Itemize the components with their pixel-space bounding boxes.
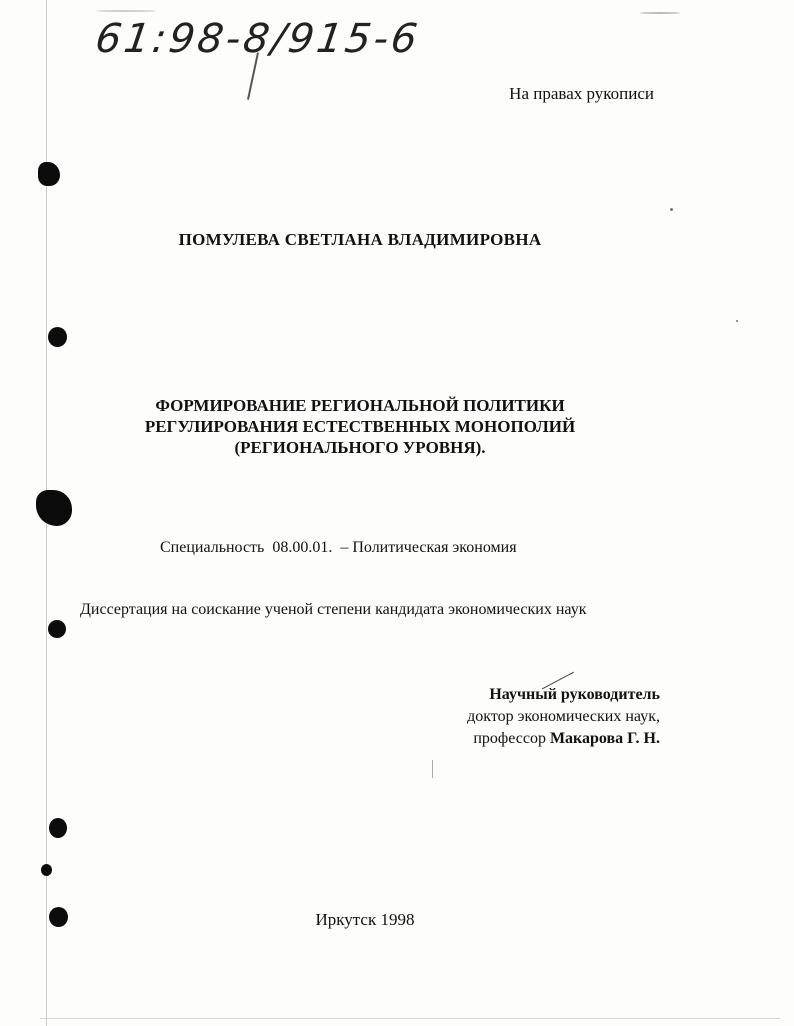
dissertation-title	[80, 395, 640, 458]
specialty-line	[160, 539, 521, 557]
dissertation-degree-line: Диссертация на соискание ученой степени кандидата экономических наук	[80, 601, 587, 618]
punch-hole-2	[48, 327, 67, 347]
supervisor-title: профессор	[473, 730, 546, 747]
supervisor-title-line	[370, 728, 660, 750]
scan-speck	[736, 320, 738, 322]
supervisor-degree: доктор экономических наук,	[467, 708, 660, 725]
title-line-2: РЕГУЛИРОВАНИЯ ЕСТЕСТВЕННЫХ МОНОПОЛИЙ	[144, 417, 576, 436]
punch-hole-7	[49, 907, 68, 927]
punch-hole-5	[49, 818, 67, 838]
supervisor-role: Научный руководитель	[489, 686, 660, 703]
rights-note: На правах рукописи	[509, 84, 654, 103]
scan-speck	[432, 760, 433, 778]
punch-hole-4	[48, 620, 66, 638]
supervisor-block	[370, 684, 660, 750]
author-name: ПОМУЛЕВА СВЕТЛАНА ВЛАДИМИРОВНА	[178, 230, 542, 249]
scan-speck	[96, 10, 156, 12]
scan-bottom-edge	[40, 1018, 780, 1019]
specialty-code: 08.00.01.	[272, 539, 333, 556]
handwritten-archive-code: 61:98-8/915-6	[92, 16, 423, 62]
specialty-label: Специальность	[160, 539, 265, 556]
title-line-1: ФОРМИРОВАНИЕ РЕГИОНАЛЬНОЙ ПОЛИТИКИ	[155, 396, 565, 415]
scan-speck	[670, 208, 673, 211]
punch-hole-6	[41, 864, 52, 876]
supervisor-name: Макарова Г. Н.	[549, 730, 660, 747]
scan-speck	[640, 12, 680, 14]
punch-hole-1	[38, 162, 60, 186]
punch-hole-3	[36, 490, 72, 526]
city-year: Иркутск 1998	[315, 910, 415, 929]
specialty-name: – Политическая экономия	[340, 539, 517, 556]
title-line-3: (РЕГИОНАЛЬНОГО УРОВНЯ).	[234, 438, 486, 457]
